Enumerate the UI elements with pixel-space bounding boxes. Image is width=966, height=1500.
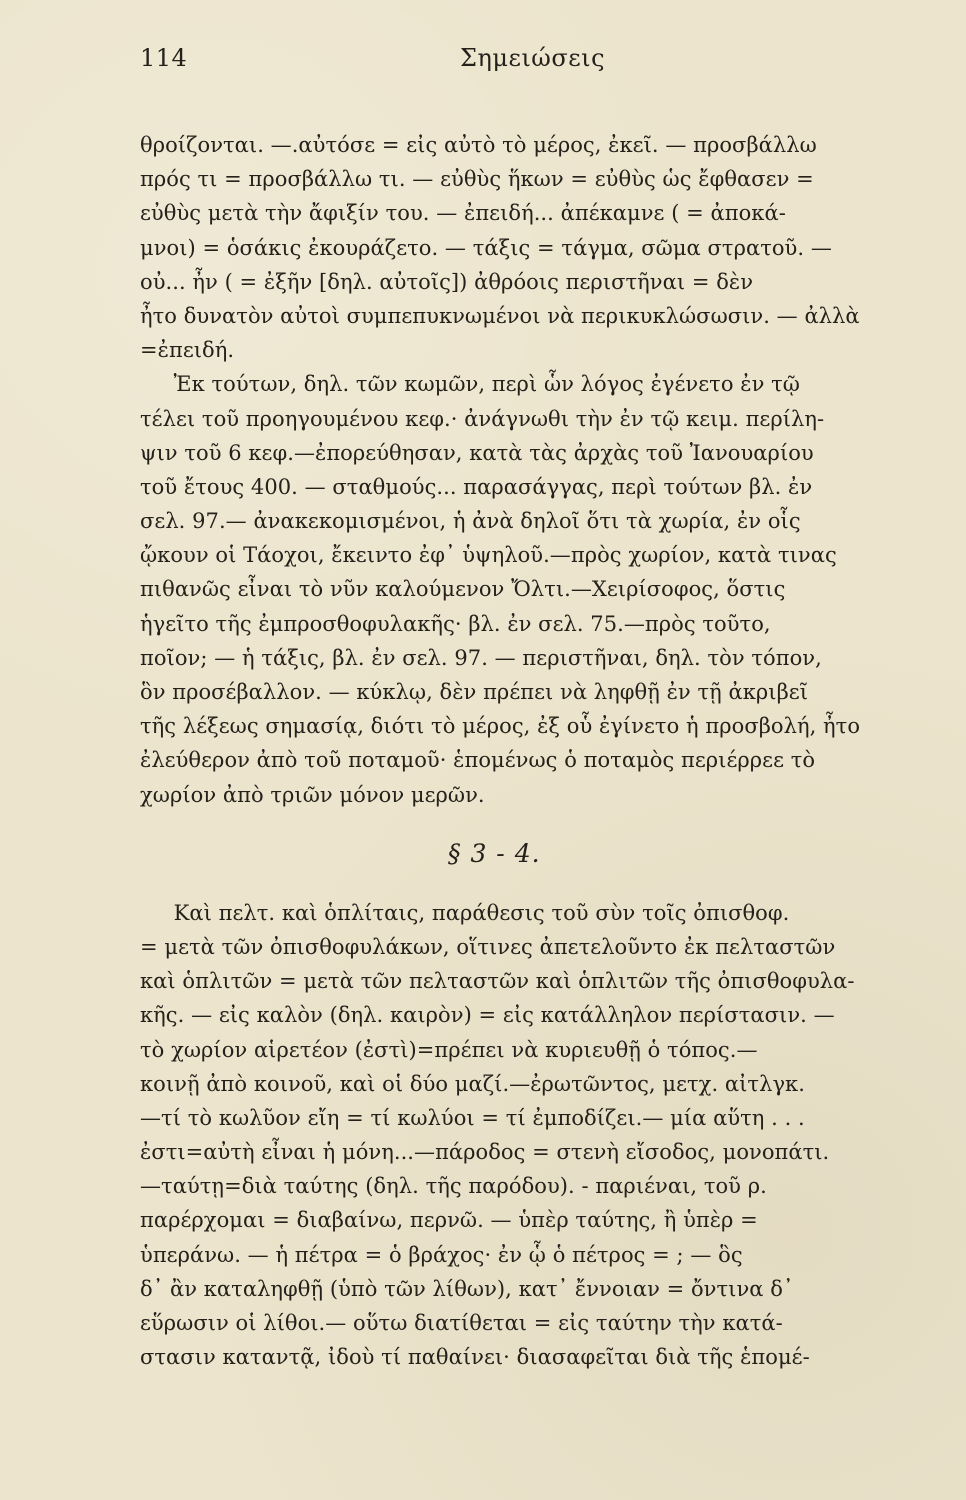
running-head: Σημειώσεις — [460, 44, 606, 72]
section-heading: § 3 - 4. — [448, 838, 541, 868]
text-line: θροίζονται. —.αὐτόσε = εἰς αὐτὸ τὸ μέρος, ἐκεῖ. — προσβάλλω — [140, 133, 817, 157]
text-line: μνοι) = ὁσάκις ἐκουράζετο. — τάξις = τάγμα, σῶμα στρατοῦ. — — [140, 235, 832, 260]
text-line: τὸ χωρίον αἱρετέον (ἐστὶ)=πρέπει νὰ κυριευθῇ ὁ τόπος.— — [140, 1037, 758, 1062]
text-line: ἦτο δυνατὸν αὐτοὶ συμπεπυκνωμένοι νὰ περικυκλώσωσιν. — ἀλλὰ — [140, 303, 860, 328]
text-line: καὶ ὁπλιτῶν = μετὰ τῶν πελταστῶν καὶ ὁπλιτῶν τῆς ὀπισθοφυλα- — [140, 969, 855, 994]
text-line: εὐθὺς μετὰ τὴν ἄφιξίν του. — ἐπειδή... ἀπέκαμνε ( = ἀποκά- — [140, 201, 786, 226]
text-line: —τί τὸ κωλῦον εἴη = τί κωλύοι = τί ἐμποδίζει.— μία αὕτη . . . — [140, 1105, 805, 1130]
page-header — [140, 38, 906, 86]
text-line: ψιν τοῦ 6 κεφ.—ἐπορεύθησαν, κατὰ τὰς ἀρχὰς τοῦ Ἰανουαρίου — [140, 440, 814, 465]
text-line: τοῦ ἔτους 400. — σταθμούς... παρασάγγας, περὶ τούτων βλ. ἐν — [140, 474, 813, 499]
text-line: κοινῇ ἀπὸ κοινοῦ, καὶ οἱ δύο μαζί.—ἐρωτῶντος, μετχ. αἰτλγκ. — [140, 1071, 805, 1096]
text-line: =ἐπειδή. — [140, 338, 235, 363]
text-line: τῆς λέξεως σημασίᾳ, διότι τὸ μέρος, ἐξ οὗ ἐγίνετο ἡ προσβολή, ἦτο — [140, 714, 861, 739]
text-line: Καὶ πελτ. καὶ ὁπλίταις, παράθεσις τοῦ σὺν τοῖς ὀπισθοφ. — [140, 900, 790, 925]
text-line: ἐλεύθερον ἀπὸ τοῦ ποταμοῦ· ἑπομένως ὁ ποταμὸς περιέρρεε τὸ — [140, 748, 816, 773]
notes-body — [140, 128, 922, 1374]
text-line: χωρίον ἀπὸ τριῶν μόνον μερῶν. — [140, 782, 485, 807]
text-line: ᾤκουν οἱ Τάοχοι, ἔκειντο ἐφ᾽ ὑψηλοῦ.—πρὸς χωρίον, κατὰ τινας — [140, 543, 837, 568]
text-line: ποῖον; — ἡ τάξις, βλ. ἐν σελ. 97. — περιστῆναι, δηλ. τὸν τόπον, — [140, 645, 822, 670]
text-line: παρέρχομαι = διαβαίνω, περνῶ. — ὑπὲρ ταύτης, ἢ ὑπὲρ = — [140, 1208, 758, 1233]
text-line: πρός τι = προσβάλλω τι. — εὐθὺς ἥκων = εὐθὺς ὡς ἔφθασεν = — [140, 167, 814, 192]
text-line: ἡγεῖτο τῆς ἐμπροσθοφυλακῆς· βλ. ἐν σελ. 75.—πρὸς τοῦτο, — [140, 611, 771, 636]
text-line: σελ. 97.— ἀνακεκομισμένοι, ἡ ἀνὰ δηλοῖ ὅτι τὰ χωρία, ἐν οἷς — [140, 509, 801, 534]
text-line: οὐ... ἦν ( = ἐξῆν [δηλ. αὐτοῖς]) ἀθρόοις περιστῆναι = δὲν — [140, 269, 754, 294]
text-line: στασιν καταντᾷ, ἰδοὺ τί παθαίνει· διασαφεῖται διὰ τῆς ἑπομέ- — [140, 1345, 810, 1370]
page-number: 114 — [140, 44, 188, 72]
text-line: πιθανῶς εἶναι τὸ νῦν καλούμενον Ὄλτι.—Χειρίσοφος, ὅστις — [140, 577, 786, 602]
text-line: —ταύτῃ=διὰ ταύτης (δηλ. τῆς παρόδου). - παριέναι, τοῦ ρ. — [140, 1174, 767, 1199]
text-line: κῆς. — εἰς καλὸν (δηλ. καιρὸν) = εἰς κατάλληλον περίστασιν. — — [140, 1003, 835, 1028]
text-line: ὑπεράνω. — ἡ πέτρα = ὁ βράχος· ἐν ᾧ ὁ πέτρος = ; — ὃς — [140, 1242, 743, 1267]
text-line: ὃν προσέβαλλον. — κύκλῳ, δὲν πρέπει νὰ ληφθῇ ἐν τῇ ἀκριβεῖ — [140, 680, 808, 704]
text-line: δ᾽ ἂν καταληφθῇ (ὑπὸ τῶν λίθων), κατ᾽ ἔννοιαν = ὄντινα δ᾽ — [140, 1276, 794, 1301]
text-line: ἐστι=αὐτὴ εἶναι ἡ μόνη...—πάροδος = στενὴ εἴσοδος, μονοπάτι. — [140, 1140, 830, 1165]
text-line: τέλει τοῦ προηγουμένου κεφ.· ἀνάγνωθι τὴν ἐν τῷ κειμ. περίλη- — [140, 406, 825, 431]
text-line: = μετὰ τῶν ὀπισθοφυλάκων, οἵτινες ἀπετελοῦντο ἐκ πελταστῶν — [140, 934, 836, 959]
text-line: Ἐκ τούτων, δηλ. τῶν κωμῶν, περὶ ὧν λόγος ἐγένετο ἐν τῷ — [140, 372, 800, 397]
text-line: εὕρωσιν οἱ λίθοι.— οὕτω διατίθεται = εἰς ταύτην τὴν κατά- — [140, 1311, 783, 1335]
